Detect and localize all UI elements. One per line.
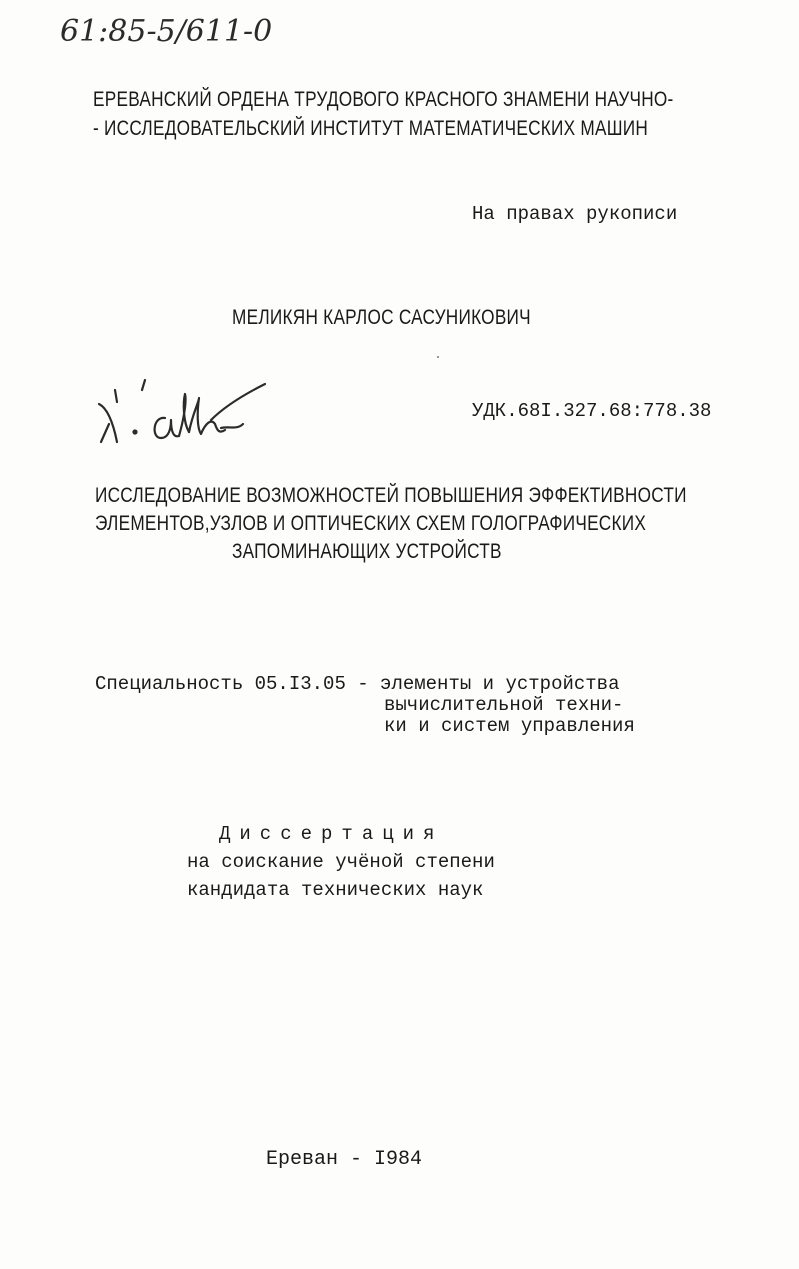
institute-line-2: - ИССЛЕДОВАТЕЛЬСКИЙ ИНСТИТУТ МАТЕМАТИЧЕСКИХ МАШИН (93, 117, 649, 140)
specialty-line-3: ки и систем управления (384, 715, 635, 737)
udc-code: УДК.68I.327.68:778.38 (472, 400, 712, 422)
handwritten-signature-icon (95, 372, 270, 452)
dissertation-line-3: кандидата технических наук (187, 879, 484, 901)
place-year: Ереван - I984 (266, 1148, 423, 1171)
title-line-1: ИССЛЕДОВАНИЕ ВОЗМОЖНОСТЕЙ ПОВЫШЕНИЯ ЭФФЕКТИВНОСТИ (95, 484, 687, 507)
dissertation-heading: Диссертация (219, 823, 444, 845)
title-line-2: ЭЛЕМЕНТОВ,УЗЛОВ И ОПТИЧЕСКИХ СХЕМ ГОЛОГРАФИЧЕСКИХ (95, 512, 647, 535)
speck-mark (437, 356, 439, 358)
rights-note: На правах рукописи (472, 203, 678, 225)
title-line-3: ЗАПОМИНАЮЩИХ УСТРОЙСТВ (232, 540, 502, 563)
institute-line-1: ЕРЕВАНСКИЙ ОРДЕНА ТРУДОВОГО КРАСНОГО ЗНАМЕНИ НАУЧНО- (93, 88, 674, 111)
dissertation-line-2: на соискание учёной степени (187, 851, 495, 873)
handwritten-archive-code: 61:85-5/611-0 (60, 14, 273, 49)
specialty-line-2: вычислительной техни- (384, 694, 624, 716)
specialty-line-1: Специальность 05.I3.05 - элементы и устройства (95, 673, 620, 695)
author-name: МЕЛИКЯН КАРЛОС САСУНИКОВИЧ (232, 306, 531, 329)
